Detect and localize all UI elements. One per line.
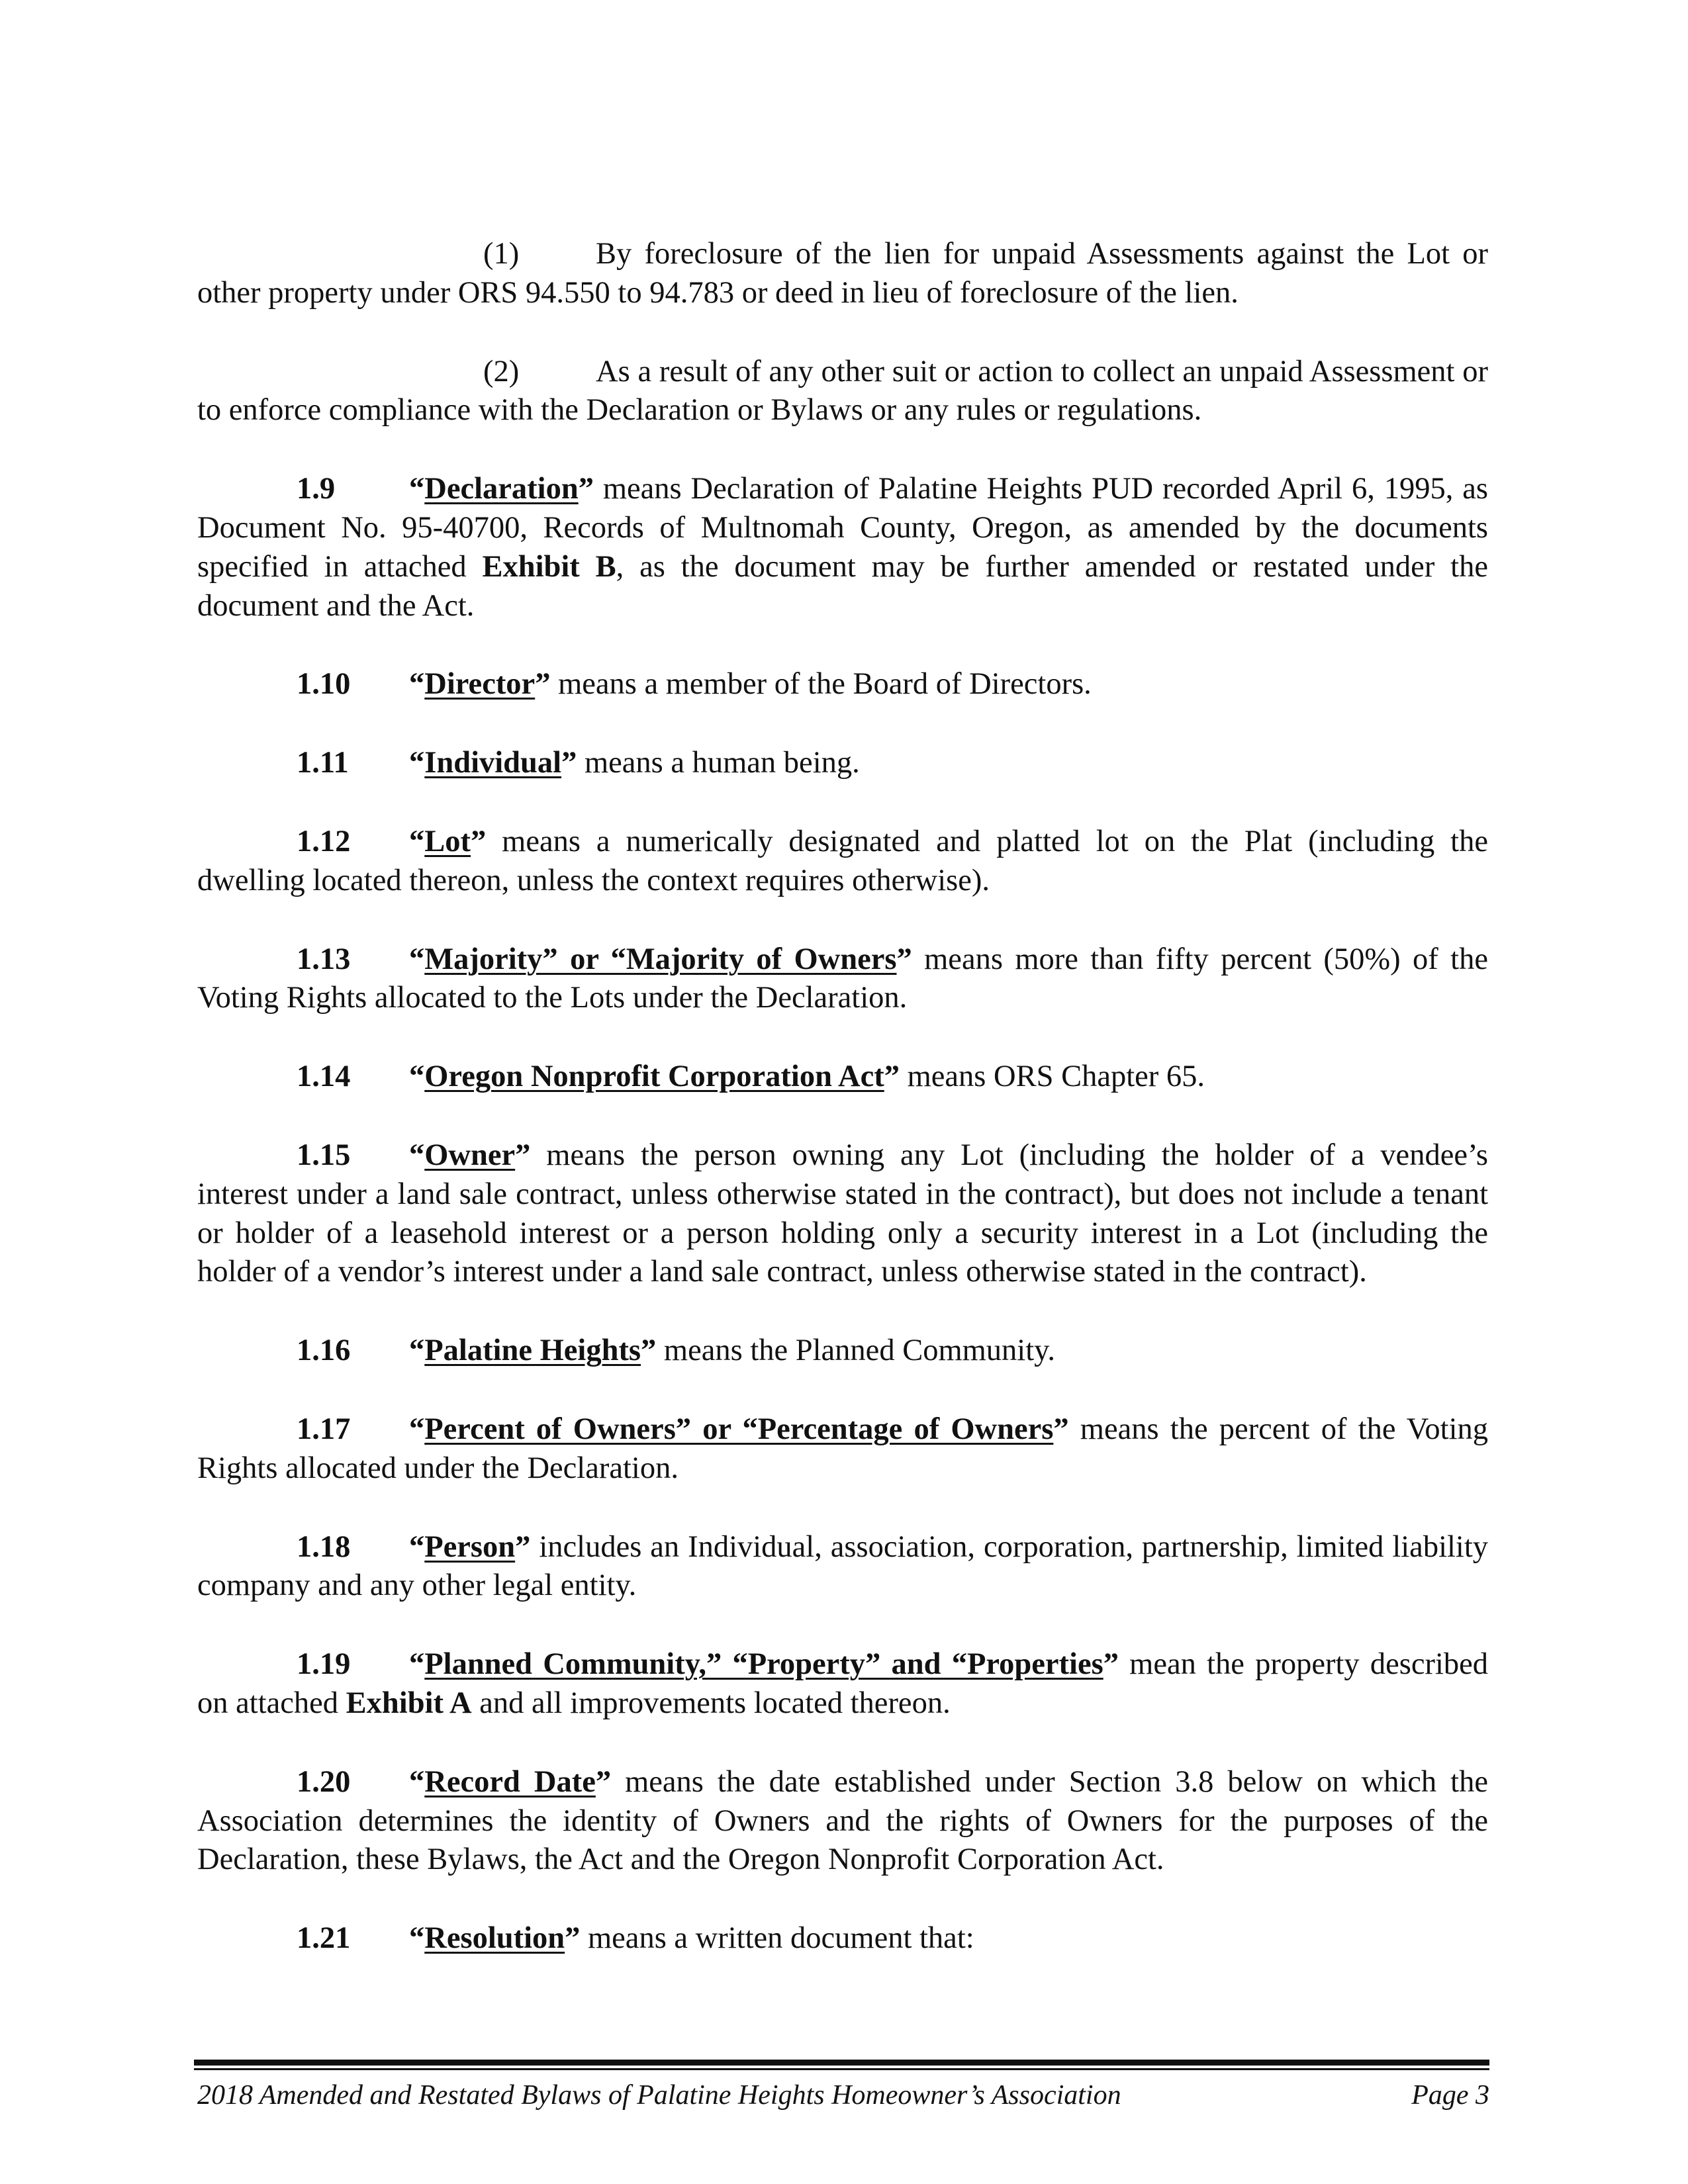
defined-term: “Owner” [409,1138,531,1172]
section-number: 1.14 [297,1060,351,1094]
definition-text: means a member of the Board of Directors. [550,667,1092,702]
defined-term: “Palatine Heights” [409,1334,657,1368]
section-number: 1.11 [297,746,349,780]
section-number: 1.9 [297,472,336,506]
section-number: 1.15 [297,1138,351,1172]
section-number: 1.13 [297,942,351,976]
exhibit-reference: Exhibit A [346,1686,472,1720]
definition-1-9 [197,470,1488,625]
definition-1-13 [197,940,1488,1019]
subparagraph-2 [197,353,1488,431]
subparagraph-number: (1) [483,237,520,271]
definition-text: means a human being. [577,746,860,780]
definition-text: means the percent of the Voting Rights allocated under the Declaration. [197,1412,1488,1485]
subparagraph-text: By foreclosure of the lien for unpaid Assessments against the Lot or other property under ORS 94.550 to 94.783 or deed in lieu of foreclosure of the lien. [197,237,1488,310]
definition-1-18 [197,1528,1488,1606]
defined-term: “Majority” or “Majority of Owners” [409,942,912,976]
definition-text: mean the property described on attached [197,1647,1489,1720]
section-number: 1.18 [297,1529,351,1564]
definition-text: means the date established under Section 3.8 below on which the Association determines the identity of Owners and the rights of Owners for the purposes of the Declaration, these Bylaws, the Act and the Oregon Nonprofit Corporation Act. [197,1764,1488,1877]
definition-1-10 [197,665,1488,704]
exhibit-reference: Exhibit B [482,549,616,584]
defined-term: “Percent of Owners” or “Percentage of Owners” [409,1412,1069,1446]
definition-1-15 [197,1136,1488,1292]
section-number: 1.21 [297,1921,351,1956]
section-number: 1.20 [297,1764,351,1799]
definition-1-11 [197,744,1488,783]
defined-term: “Director” [409,667,551,702]
definition-text: means a numerically designated and platted lot on the Plat (including the dwelling located thereon, unless the context requires otherwise). [197,824,1488,897]
defined-term: “Record Date” [409,1764,612,1799]
definition-text: means Declaration of Palatine Heights PUD recorded April 6, 1995, as Document No. 95-40700, Records of Multnomah County, Oregon, as amended by the documents specified in attached [197,472,1488,584]
definition-1-19 [197,1645,1488,1723]
definition-text: means a written document that: [580,1921,974,1956]
definition-1-14 [197,1058,1488,1097]
section-number: 1.10 [297,667,351,702]
subparagraph-number: (2) [483,354,520,388]
definition-text: means ORS Chapter 65. [899,1060,1205,1094]
footer-title: 2018 Amended and Restated Bylaws of Palatine Heights Homeowner’s Association [197,2080,1121,2111]
definition-text: , as the document may be further amended or restated under the document and the Act. [197,549,1488,623]
definition-1-17 [197,1410,1488,1488]
definition-text: means the Planned Community. [656,1334,1055,1368]
defined-term: “Declaration” [409,472,594,506]
defined-term: “Planned Community,” “Property” and “Properties” [409,1647,1119,1682]
definition-text: and all improvements located thereon. [471,1686,951,1720]
definition-1-21 [197,1919,1488,1958]
document-body [197,235,1488,1998]
footer-rule-thick [194,2060,1489,2066]
section-number: 1.17 [297,1412,351,1446]
section-number: 1.19 [297,1647,351,1682]
defined-term: “Oregon Nonprofit Corporation Act” [409,1060,900,1094]
definition-text: means more than fifty percent (50%) of the Voting Rights allocated to the Lots under the Declaration. [197,942,1488,1015]
definition-1-16 [197,1332,1488,1371]
section-number: 1.12 [297,824,351,858]
defined-term: “Lot” [409,824,487,858]
definition-text: means the person owning any Lot (including the holder of a vendee’s interest under a land sale contract, unless otherwise stated in the contract), but does not include a tenant or holder of a leasehold interest or a person holding only a security interest in a Lot (including the holder of a vendor’s interest under a land sale contract, unless otherwise stated in the contract). [197,1138,1488,1289]
definition-1-20 [197,1763,1488,1880]
defined-term: “Resolution” [409,1921,581,1956]
subparagraph-1 [197,235,1488,313]
definition-text: includes an Individual, association, corporation, partnership, limited liability company and any other legal entity. [197,1529,1488,1603]
section-number: 1.16 [297,1334,351,1368]
defined-term: “Individual” [409,746,577,780]
page-number: Page 3 [1411,2080,1489,2111]
subparagraph-text: As a result of any other suit or action to collect an unpaid Assessment or to enforce compliance with the Declaration or Bylaws or any rules or regulations. [197,354,1488,428]
defined-term: “Person” [409,1529,531,1564]
definition-1-12 [197,823,1488,901]
footer-rule-thin [194,2068,1489,2070]
